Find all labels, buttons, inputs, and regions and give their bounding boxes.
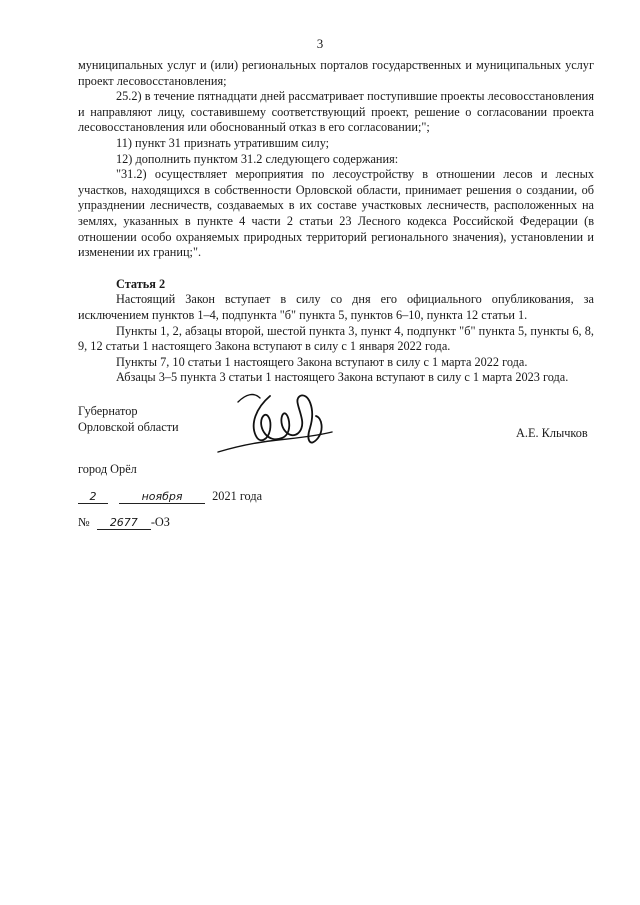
date-month: ноября — [119, 490, 205, 504]
position-line: Орловской области — [78, 419, 179, 434]
number-value: 2677 — [97, 516, 151, 530]
paragraph: "31.2) осуществляет мероприятия по лесоустройству в отношении лесов и лесных участков, находящихся в собственности Орловской области, принимает решения о создании, об упразднении лесничеств, создаваемых в их составе участковых лесничеств, расположенных на землях, указанных в пункте 4 части 2 статьи 23 Лесного кодекса Российской Федерации (в отношении особо охраняемых природных территорий регионального значения), установлении и изменении их границ;". — [78, 167, 594, 260]
paragraph: 11) пункт 31 признать утратившим силу; — [116, 135, 330, 150]
paragraph: муниципальных услуг и (или) региональных порталов государственных и муниципальных услуг проект лесовосстановления; — [78, 58, 594, 88]
page-number: 3 — [316, 36, 324, 51]
paragraph: Пункты 1, 2, абзацы второй, шестой пункта 3, пункт 4, подпункт "б" пункта 5, пункты 6, 8, 9, 12 статьи 1 настоящего Закона вступают в силу с 1 января 2022 года. — [78, 323, 594, 354]
date-day: 2 — [78, 490, 108, 504]
date-year: 2021 года — [212, 489, 263, 503]
number-suffix: -ОЗ — [150, 515, 170, 529]
paragraph: 25.2) в течение пятнадцати дней рассматривает поступившие проекты лесовосстановления и направляют лицу, составившему соответствующий проект, решение о согласовании проекта лесовосстановления или обоснованный отказ в его согласовании;"; — [78, 89, 594, 135]
city: город Орёл — [78, 462, 137, 476]
paragraph: Пункты 7, 10 статьи 1 настоящего Закона вступают в силу с 1 марта 2022 года. — [116, 354, 528, 369]
signer-name: А.Е. Клычков — [516, 426, 588, 440]
paragraph: Настоящий Закон вступает в силу со дня его официального опубликования, за исключением пунктов 1–4, подпункта "б" пункта 5, пунктов 6–10, пункта 12 статьи 1. — [78, 292, 594, 322]
article-title: Статья 2 — [116, 276, 166, 291]
signing-date — [78, 489, 262, 504]
law-number — [78, 515, 170, 530]
handwritten-signature — [198, 388, 358, 460]
paragraph: Абзацы 3–5 пункта 3 статьи 1 настоящего Закона вступают в силу с 1 марта 2023 года. — [116, 370, 569, 385]
number-prefix: № — [78, 515, 90, 529]
document-body — [78, 58, 594, 386]
paragraph: 12) дополнить пунктом 31.2 следующего содержания: — [116, 151, 399, 166]
signer-position — [78, 404, 179, 435]
position-line: Губернатор — [78, 404, 138, 418]
